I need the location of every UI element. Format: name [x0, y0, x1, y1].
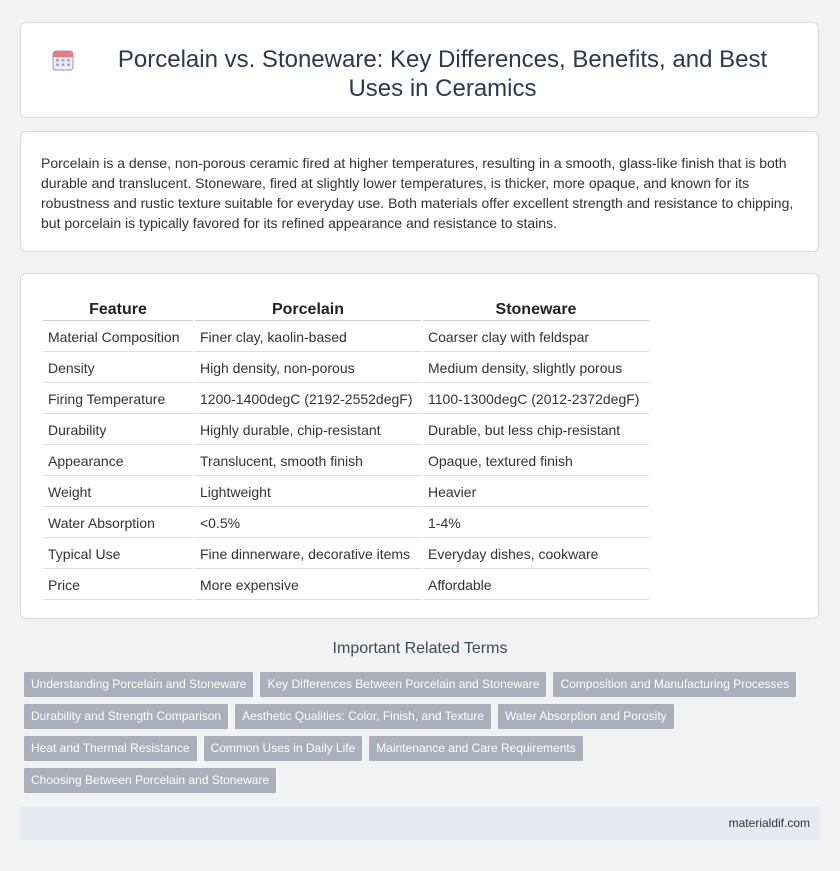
related-term-tag[interactable]: Heat and Thermal Resistance — [24, 736, 197, 761]
stoneware-cell: 1-4% — [423, 509, 649, 538]
calendar-icon — [51, 48, 75, 72]
stoneware-cell: Opaque, textured finish — [423, 447, 649, 476]
header-card — [20, 22, 819, 118]
stoneware-cell: Coarser clay with feldspar — [423, 323, 649, 352]
table-row — [43, 385, 649, 414]
related-term-tag[interactable]: Aesthetic Qualities: Color, Finish, and Texture — [235, 704, 491, 729]
related-term-tag[interactable]: Understanding Porcelain and Stoneware — [24, 672, 253, 697]
page-title: Porcelain vs. Stoneware: Key Differences, Benefits, and Best Uses in Ceramics — [117, 46, 768, 102]
stoneware-cell: Heavier — [423, 478, 649, 507]
porcelain-cell: 1200-1400degC (2192-2552degF) — [195, 385, 421, 414]
porcelain-cell: High density, non-porous — [195, 354, 421, 383]
porcelain-cell: <0.5% — [195, 509, 421, 538]
comparison-table — [41, 294, 651, 602]
feature-cell: Price — [43, 571, 193, 600]
header-stoneware: Stoneware — [423, 296, 649, 321]
table-row — [43, 447, 649, 476]
header-porcelain: Porcelain — [195, 296, 421, 321]
related-term-tag[interactable]: Choosing Between Porcelain and Stoneware — [24, 768, 276, 793]
porcelain-cell: Highly durable, chip-resistant — [195, 416, 421, 445]
table-row — [43, 478, 649, 507]
feature-cell: Durability — [43, 416, 193, 445]
related-term-tag[interactable]: Key Differences Between Porcelain and Stoneware — [260, 672, 546, 697]
table-row — [43, 540, 649, 569]
related-term-tag[interactable]: Common Uses in Daily Life — [204, 736, 363, 761]
table-header-row — [43, 296, 649, 321]
porcelain-cell: Translucent, smooth finish — [195, 447, 421, 476]
stoneware-cell: Durable, but less chip-resistant — [423, 416, 649, 445]
feature-cell: Material Composition — [43, 323, 193, 352]
feature-cell: Appearance — [43, 447, 193, 476]
feature-cell: Firing Temperature — [43, 385, 193, 414]
porcelain-cell: Finer clay, kaolin-based — [195, 323, 421, 352]
table-row — [43, 571, 649, 600]
stoneware-cell: 1100-1300degC (2012-2372degF) — [423, 385, 649, 414]
porcelain-cell: More expensive — [195, 571, 421, 600]
header-feature: Feature — [43, 296, 193, 321]
porcelain-cell: Fine dinnerware, decorative items — [195, 540, 421, 569]
table-row — [43, 509, 649, 538]
comparison-card — [20, 273, 819, 619]
table-row — [43, 416, 649, 445]
table-row — [43, 354, 649, 383]
related-terms-title: Important Related Terms — [332, 640, 508, 657]
feature-cell: Water Absorption — [43, 509, 193, 538]
table-row — [43, 323, 649, 352]
stoneware-cell: Affordable — [423, 571, 649, 600]
intro-paragraph: Porcelain is a dense, non-porous ceramic fired at higher temperatures, resulting in a smooth, glass-like finish that is both durable and translucent. Stoneware, fired at slightly lower temperatures, is thicker, more opaque, and known for its robustness and rustic texture suitable for everyday use. Both materials offer excellent strength and resistance to chipping, but porcelain is typically favored for its refined appearance and resistance to stains. — [41, 155, 794, 231]
feature-cell: Typical Use — [43, 540, 193, 569]
feature-cell: Weight — [43, 478, 193, 507]
feature-cell: Density — [43, 354, 193, 383]
related-term-tag[interactable]: Maintenance and Care Requirements — [369, 736, 582, 761]
related-term-tag[interactable]: Composition and Manufacturing Processes — [553, 672, 796, 697]
footer — [20, 807, 820, 840]
porcelain-cell: Lightweight — [195, 478, 421, 507]
related-term-tag[interactable]: Water Absorption and Porosity — [498, 704, 674, 729]
site-name[interactable]: materialdif.com — [728, 816, 810, 830]
stoneware-cell: Medium density, slightly porous — [423, 354, 649, 383]
related-terms-list — [24, 672, 814, 793]
intro-card — [20, 131, 819, 252]
related-term-tag[interactable]: Durability and Strength Comparison — [24, 704, 228, 729]
stoneware-cell: Everyday dishes, cookware — [423, 540, 649, 569]
